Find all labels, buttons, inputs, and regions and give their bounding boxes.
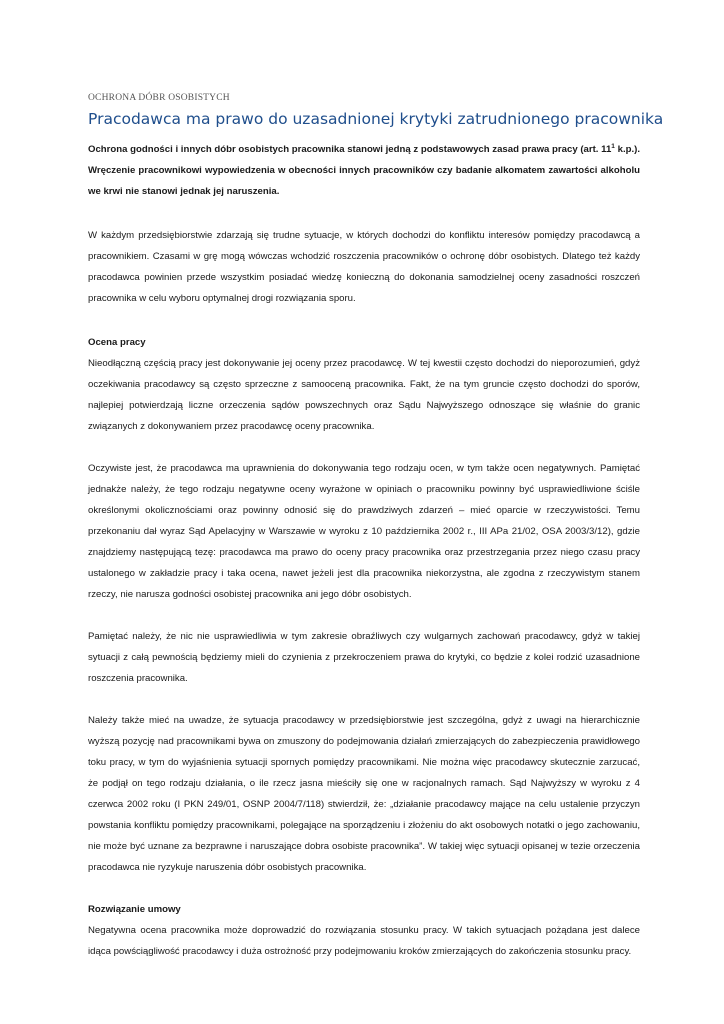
spacer bbox=[88, 202, 640, 225]
spacer bbox=[88, 309, 640, 332]
article-lead bbox=[88, 139, 640, 202]
lead-text-start: Ochrona godności i innych dóbr osobistych pracownika stanowi jedną z podstawowych zasad prawa pracy (art. 11 bbox=[88, 144, 612, 155]
paragraph-ocena-1: Nieodłączną częścią pracy jest dokonywanie jej oceny przez pracodawcę. W tej kwestii często dochodzi do nieporozumień, gdyż oczekiwania pracodawcy są często sprzeczne z samooceną pracownika. Fakt, że na tym gruncie często dochodzi do sporów, najlepiej potwierdzają liczne orzeczenia sądów powszechnych oraz Sądu Najwyższego odnoszące się właśnie do granic związanych z dokonywaniem przez pracodawcę oceny pracownika. bbox=[88, 358, 640, 432]
section-heading-ocena-pracy: Ocena pracy bbox=[88, 337, 146, 348]
spacer bbox=[88, 878, 640, 899]
article bbox=[88, 93, 664, 962]
section-heading-rozwiazanie-umowy: Rozwiązanie umowy bbox=[88, 904, 181, 915]
article-title: Pracodawca ma prawo do uzasadnionej krytyki zatrudnionego pracownika bbox=[88, 110, 664, 128]
lead-superscript: 1 bbox=[611, 142, 615, 150]
paragraph-intro: W każdym przedsiębiorstwie zdarzają się trudne sytuacje, w których dochodzi do konfliktu interesów pomiędzy pracodawcą a pracownikiem. Czasami w grę mogą wówczas wchodzić roszczenia pracowników o ochronę dóbr osobistych. Dlatego też każdy pracodawca powinien przede wszystkim posiadać wiedzę konieczną do dokonania samodzielnej oceny zasadności roszczeń pracownika w celu wyboru optymalnej drogi rozwiązania sporu. bbox=[88, 230, 640, 304]
paragraph-rozwiazanie-1: Negatywna ocena pracownika może doprowadzić do rozwiązania stosunku pracy. W takich sytuacjach pożądana jest dalece idąca powściągliwość pracodawcy i duża ostrożność przy podejmowaniu kroków zmierzających do zakończenia stosunku pracy. bbox=[88, 925, 640, 957]
paragraph-ocena-2: Oczywiste jest, że pracodawca ma uprawnienia do dokonywania tego rodzaju ocen, w tym także ocen negatywnych. Pamiętać jednakże należy, że tego rodzaju negatywne oceny wyrażone w opiniach o pracowniku powinny być usprawiedliwione ściśle określonymi okolicznościami oraz powinny odnosić się do prawdziwych zdarzeń – mieć oparcie w rzeczywistości. Temu przekonaniu dał wyraz Sąd Apelacyjny w Warszawie w wyroku z 10 października 2002 r., III APa 21/02, OSA 2003/3/12), gdzie znajdziemy następującą tezę: pracodawca ma prawo do oceny pracy pracownika oraz przestrzegania przez niego czasu pracy ustalonego w zakładzie pracy i taka ocena, nawet jeżeli jest dla pracownika niekorzystna, ale zgodna z rzeczywistym stanem rzeczy, nie narusza godności osobistej pracownika ani jego dóbr osobistych. bbox=[88, 463, 640, 600]
spacer bbox=[88, 605, 640, 626]
section-kicker: OCHRONA DÓBR OSOBISTYCH bbox=[88, 93, 230, 103]
spacer bbox=[88, 437, 640, 458]
lead-text-end: k.p.). Wręczenie pracownikowi wypowiedzenia w obecności innych pracowników czy badanie alkomatem zawartości alkoholu we krwi nie stanowi jednak jej naruszenia. bbox=[88, 144, 640, 197]
paragraph-ocena-4: Należy także mieć na uwadze, że sytuacja pracodawcy w przedsiębiorstwie jest szczególna, gdyż z uwagi na hierarchicznie wyższą pozycję nad pracownikami bywa on zmuszony do podejmowania działań zmierzających do zabezpieczenia prawidłowego toku pracy, w tym do wyjaśnienia sytuacji spornych pomiędzy pracownikami. Nie można więc pracodawcy skutecznie zarzucać, że podjął on tego rodzaju działania, o ile rzecz jasna mieściły się one w racjonalnych ramach. Sąd Najwyższy w wyroku z 4 czerwca 2002 roku (I PKN 249/01, OSNP 2004/7/118) stwierdził, że: „działanie pracodawcy mające na celu ustalenie przyczyn powstania konfliktu pomiędzy pracownikami, polegające na sporządzeniu i złożeniu do akt osobowych notatki o jego zachowaniu, nie może być uznane za bezprawne i naruszające dobra osobiste pracownika”. W takiej więc sytuacji opisanej w tezie orzeczenia pracodawca nie ryzykuje naruszenia dóbr osobistych pracownika. bbox=[88, 715, 640, 873]
spacer bbox=[88, 689, 640, 710]
paragraph-ocena-3: Pamiętać należy, że nic nie usprawiedliwia w tym zakresie obraźliwych czy wulgarnych zachowań pracodawcy, gdyż w takiej sytuacji z całą pewnością będziemy mieli do czynienia z przekroczeniem prawa do krytyki, co będzie z kolei rodzić uzasadnione roszczenia pracownika. bbox=[88, 631, 640, 684]
